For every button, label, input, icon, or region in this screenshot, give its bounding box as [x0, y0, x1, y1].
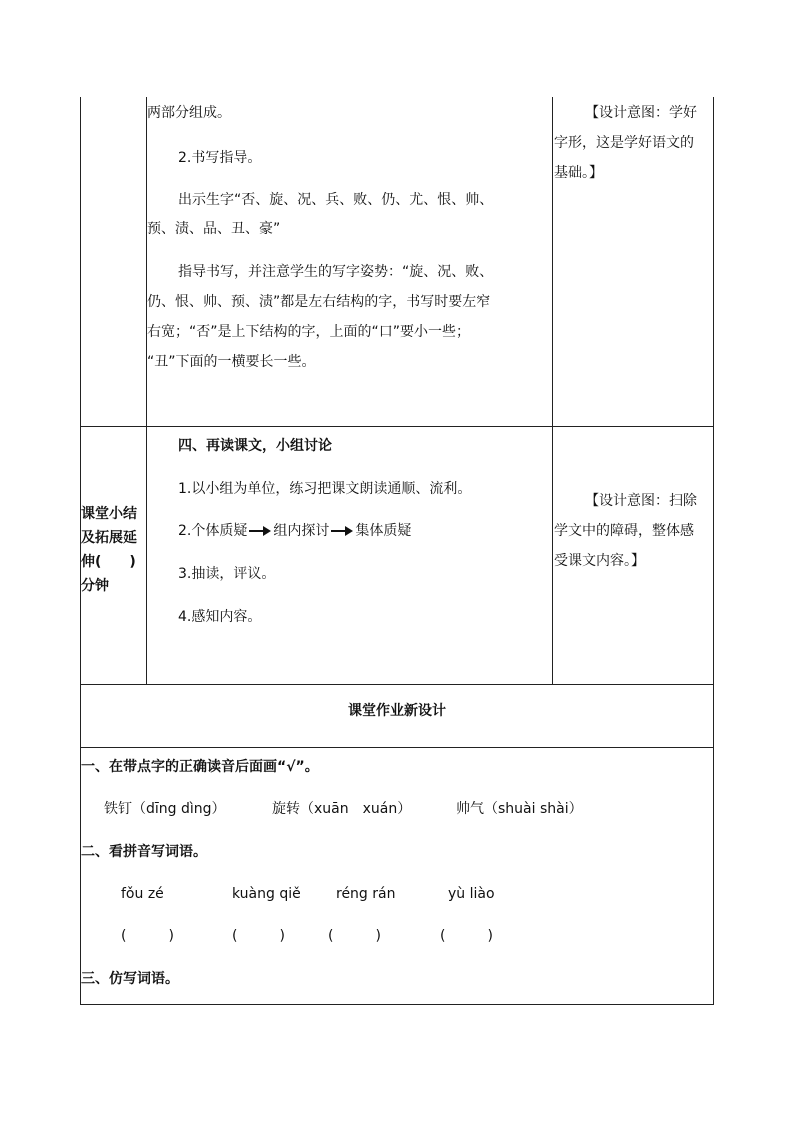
body-line: 出示生字“否、旋、况、兵、败、仍、尤、恨、帅、 [178, 192, 494, 208]
question-1-item: 帅气（shuài shài） [456, 801, 583, 817]
design-note-line: 【设计意图：学好 [585, 105, 697, 121]
body-line: 2.书写指导。 [178, 150, 262, 166]
list-item: 1.以小组为单位，练习把课文朗读通顺、流利。 [178, 481, 472, 497]
row-divider-1 [80, 426, 714, 427]
design-note-line: 基础。】 [554, 165, 603, 181]
question-1-item: 旋转（xuān xuán） [272, 801, 412, 817]
list-item: 4.感知内容。 [178, 609, 262, 625]
question-1-title: 一、在带点字的正确读音后面画“√”。 [81, 759, 319, 775]
pinyin-word: réng rán [336, 886, 396, 902]
pinyin-word: yù liào [448, 886, 495, 902]
list-item: 3.抽读，评议。 [178, 566, 276, 582]
answer-blank: ( ) [440, 928, 493, 944]
pinyin-word: fǒu zé [121, 886, 164, 902]
pinyin-word: kuàng qiě [232, 886, 301, 902]
table-bottom-border [80, 1004, 714, 1005]
question-3-title: 三、仿写词语。 [81, 971, 179, 987]
question-2-title: 二、看拼音写词语。 [81, 844, 207, 860]
right-arrow-icon [249, 526, 271, 536]
design-note-line: 学文中的障碍，整体感 [554, 523, 694, 539]
row-divider-2 [80, 684, 714, 685]
row-divider-3 [80, 747, 714, 748]
homework-title: 课堂作业新设计 [348, 703, 446, 719]
answer-blank: ( ) [232, 928, 285, 944]
flow-step: 组内探讨 [273, 523, 330, 539]
design-note-line: 字形，这是学好语文的 [554, 135, 694, 151]
row-label-line: 及拓展延 [81, 530, 137, 546]
design-note-line: 【设计意图：扫除 [585, 493, 697, 509]
body-line: 仍、恨、帅、预、渍”都是左右结构的字，书写时要左窄 [147, 294, 491, 310]
design-note-line: 受课文内容。】 [554, 553, 645, 569]
column-divider-2 [552, 97, 553, 685]
row-label-line: 分钟 [81, 578, 109, 594]
section-heading: 四、再读课文，小组讨论 [178, 438, 332, 454]
row-label-line: 课堂小结 [81, 506, 137, 522]
body-line: 指导书写，并注意学生的写字姿势：“旋、况、败、 [178, 264, 494, 280]
table-right-border [713, 97, 714, 1005]
body-line: “丑”下面的一横要长一些。 [147, 354, 316, 370]
column-divider-1 [146, 97, 147, 685]
body-line: 右宽；“否”是上下结构的字，上面的“口”要小一些； [147, 324, 471, 340]
table-left-border [80, 97, 81, 1005]
row-label-line: 伸( ) [81, 554, 136, 570]
body-line: 预、渍、品、丑、豪” [147, 221, 281, 237]
body-line: 两部分组成。 [147, 105, 231, 121]
question-1-item: 铁钉（dīng dìng） [104, 801, 226, 817]
answer-blank: ( ) [121, 928, 174, 944]
right-arrow-icon [331, 526, 353, 536]
answer-blank: ( ) [328, 928, 381, 944]
list-item-flow [178, 521, 411, 541]
flow-step: 2.个体质疑 [178, 523, 248, 539]
flow-step: 集体质疑 [355, 523, 412, 539]
